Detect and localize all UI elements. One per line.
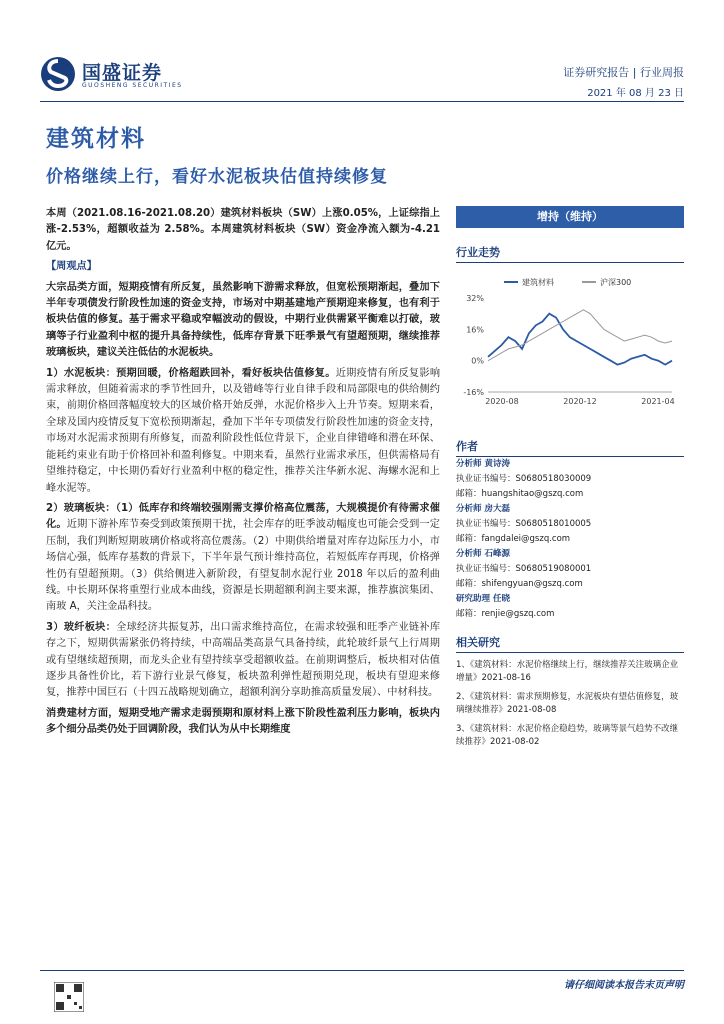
author-detail: 邮箱：fangdalei@gszq.com bbox=[456, 534, 571, 544]
paragraph-3-head: 2）玻璃板块：（1）低库存和终端较强刚需支撑价格高位震荡，大规模提价有待需求催化。 bbox=[46, 502, 440, 531]
x-tick-label: 2021-04 bbox=[641, 397, 675, 406]
paragraph-2-body: 近期疫情有所反复影响需求释放，但随着需求的季节性回升，以及错峰等行业自律手段和局部限电的供给侧约束，前期价格回落幅度较大的区域价格开始反弹，水泥价格步入上升节奏。短期来看，全球及国内疫情反复下宽松预期渐起，叠加下半年专项债发行阶段性加速的资金支持，市场对水泥需求预期有所修复，而盈利阶段性低位背景下，企业自律错峰和潜在环保、能耗约束业有助于价格回补和盈利修复。中期来看，虽然行业需求承压，但供需格局有望维持稳定，中长期仍看好行业盈利中枢的稳定性，推荐关注华新水泥、海螺水泥和上峰水泥等。 bbox=[46, 367, 441, 494]
author-name-row bbox=[456, 547, 684, 562]
author-detail: 执业证书编号：S0680519080001 bbox=[456, 564, 592, 574]
author-detail: 邮箱：renjie@gszq.com bbox=[456, 609, 555, 619]
related-title: 相关研究 bbox=[456, 634, 684, 653]
author-name-row bbox=[456, 502, 684, 517]
author-detail: 邮箱：huangshitao@gszq.com bbox=[456, 489, 584, 499]
paragraph-2-head: 1）水泥板块：预期回暖，价格超跌回补，看好板块估值修复。 bbox=[46, 367, 336, 379]
author-detail: 邮箱：shifengyuan@gszq.com bbox=[456, 579, 583, 589]
logo-text: 国盛证券 bbox=[82, 62, 163, 84]
report-date: 2021 年 08 月 23 日 bbox=[587, 88, 684, 99]
logo-mark-icon bbox=[40, 56, 76, 92]
qr-code-icon bbox=[54, 982, 84, 1012]
authors-title: 作者 bbox=[456, 438, 684, 457]
authors-section bbox=[456, 438, 684, 622]
paragraph-4-head: 3）玻纤板块： bbox=[46, 621, 117, 633]
related-item[interactable]: 3、《建筑材料：水泥价格企稳趋势，玻璃等景气趋势不改继续推荐》2021-08-02 bbox=[456, 724, 679, 747]
logo bbox=[40, 56, 190, 94]
author-name-row bbox=[456, 592, 684, 607]
series-line-csi300 bbox=[488, 310, 672, 361]
author-name: 分析师 黄诗涛 bbox=[456, 459, 510, 469]
related-item[interactable]: 2、《建筑材料：需求预期修复，水泥板块有望估值修复，玻璃继续推荐》2021-08-08 bbox=[456, 692, 679, 715]
sector-title: 建筑材料 bbox=[46, 126, 146, 152]
legend-label: 沪深300 bbox=[600, 278, 632, 287]
related-item[interactable]: 1、《建筑材料：水泥价格继续上行，继续推荐关注玻璃企业增量》2021-08-16 bbox=[456, 660, 679, 683]
paragraph-4-body: 全球经济共振复苏，出口需求维持高位，在需求较强和旺季产业链补库存之下，短期供需紧张仍将持续，中高端品类高景气具备持续，此轮玻纤景气上行周期或有望继续超预期，而龙头企业有望持续享受超额收益。在前期调整后，板块相对估值逐步具备性价比，若下游行业景气修复，板块盈利弹性超预期兑现，板块有望迎来修复，推荐中国巨石（十四五战略规划确立，超额利润分享助推高质量发展）、中材科技。 bbox=[46, 621, 441, 699]
footer-rule bbox=[40, 970, 684, 971]
paragraph-3-body: 近期下游补库节奏受到政策预期干扰，社会库存的旺季波动幅度也可能会受到一定压制，我们判断短期玻璃价格或将高位震荡。（2）中期供给增量对库存边际压力小，市场信心强，低库存基数的背景下，下半年景气预计维持高位，若短低库存再现，价格弹性仍有望超预期。（3）供给侧进入新阶段，有望复制水泥行业 2018 年以后的盈利曲线。中长期环保将重塑行业成本曲线，资源是长期超额利润主要来源，推荐旗滨集团、南玻 A，关注金晶科技。 bbox=[46, 519, 440, 613]
author-detail: 执业证书编号：S0680518010005 bbox=[456, 519, 592, 529]
key-points-label: 【周观点】 bbox=[46, 261, 97, 273]
paragraph-4 bbox=[46, 620, 440, 702]
main-column bbox=[46, 206, 440, 743]
summary: 本周（2021.08.16-2021.08.20）建筑材料板块（SW）上涨0.05%，上证综指上涨-2.53%，超额收益为 2.58%。本周建筑材料板块（SW）资金净流入额为-4.21 亿元。 bbox=[46, 208, 440, 252]
series-line-building-materials bbox=[488, 314, 672, 365]
trend-title: 行业走势 bbox=[456, 244, 684, 263]
author-name: 研究助理 任晓 bbox=[456, 594, 510, 604]
author-name-row bbox=[456, 457, 684, 472]
footer-note: 请仔细阅读本报告末页声明 bbox=[564, 980, 684, 991]
sidebar bbox=[456, 206, 684, 747]
y-tick-label: 0% bbox=[471, 356, 484, 366]
logo-subtext: GUOSHENG SECURITIES bbox=[82, 82, 183, 89]
header-rule bbox=[40, 101, 684, 102]
y-tick-label: 16% bbox=[466, 325, 484, 335]
paragraph-2 bbox=[46, 366, 440, 497]
paragraph-3 bbox=[46, 501, 440, 616]
y-tick-label: 32% bbox=[466, 294, 484, 303]
rating-badge: 增持（维持） bbox=[456, 206, 684, 228]
paragraph-1: 大宗品类方面，短期疫情有所反复，虽然影响下游需求释放，但宽松预期渐起，叠加下半年专项债发行阶段性加速的资金支持，市场对中期基建地产预期迎来修复，也有利于板块估值的修复。基于需求平稳或窄幅波动的假设，中期行业供需紧平衡难以打破，玻璃等子行业盈利中枢的提升具备持续性，低库存背景下旺季景气有望超预期，继续推荐玻璃板块，建议关注低估的水泥板块。 bbox=[46, 281, 440, 359]
x-tick-label: 2020-12 bbox=[563, 397, 597, 406]
author-name: 分析师 房大磊 bbox=[456, 504, 510, 514]
author-name: 分析师 石峰源 bbox=[456, 549, 510, 559]
trend-chart bbox=[456, 262, 684, 422]
author-detail: 执业证书编号：S0680518030009 bbox=[456, 474, 592, 484]
headline: 价格继续上行，看好水泥板块估值持续修复 bbox=[46, 167, 388, 187]
related-section bbox=[456, 634, 684, 749]
legend-label: 建筑材料 bbox=[522, 278, 554, 287]
report-type: 证券研究报告 | 行业周报 bbox=[563, 66, 684, 79]
paragraph-5: 消费建材方面，短期受地产需求走弱预期和原材料上涨下阶段性盈利压力影响，板块内多个细分品类仍处于回调阶段，我们认为从中长期维度 bbox=[46, 707, 440, 736]
y-tick-label: -16% bbox=[463, 388, 484, 397]
x-tick-label: 2020-08 bbox=[485, 397, 519, 406]
